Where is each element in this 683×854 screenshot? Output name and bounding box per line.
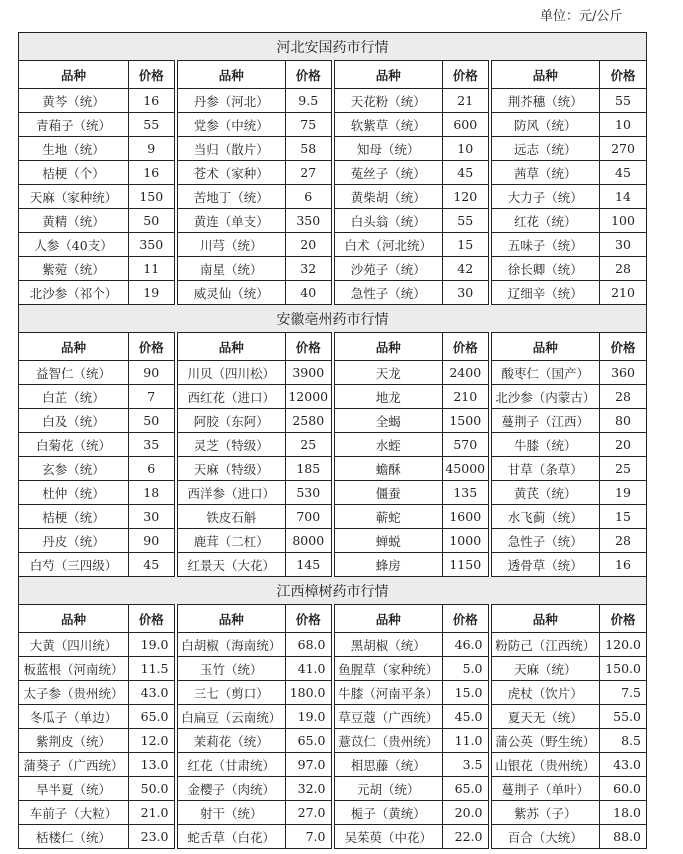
herb-price: 350: [129, 233, 176, 257]
herb-price: 145: [286, 553, 333, 577]
herb-name: 蝉蜕: [333, 529, 443, 553]
table-row: [19, 209, 647, 233]
herb-name: 冬瓜子（单边）: [19, 705, 129, 729]
herb-price: 7: [129, 385, 176, 409]
herb-name: 地龙: [333, 385, 443, 409]
header-price: 价格: [600, 333, 647, 361]
header-row: [19, 333, 647, 361]
table-row: [19, 113, 647, 137]
table-row: [19, 457, 647, 481]
header-name: 品种: [19, 333, 129, 361]
herb-price: 50.0: [129, 777, 176, 801]
herb-price: 6: [129, 457, 176, 481]
herb-price: 11.0: [443, 729, 490, 753]
herb-price: 35: [129, 433, 176, 457]
herb-price: 12000: [286, 385, 333, 409]
table-row: [19, 137, 647, 161]
herb-name: 车前子（大粒）: [19, 801, 129, 825]
herb-name: 党参（中统）: [176, 113, 286, 137]
herb-name: 吴茱萸（中花）: [333, 825, 443, 849]
herb-name: 黄连（单支）: [176, 209, 286, 233]
herb-name: 知母（统）: [333, 137, 443, 161]
herb-price: 570: [443, 433, 490, 457]
header-name: 品种: [176, 61, 286, 89]
herb-price: 25: [286, 433, 333, 457]
herb-name: 青葙子（统）: [19, 113, 129, 137]
herb-name: 天麻（统）: [490, 657, 600, 681]
herb-name: 桔梗（统）: [19, 505, 129, 529]
herb-price: 8.5: [600, 729, 647, 753]
herb-price: 27.0: [286, 801, 333, 825]
herb-price: 16: [129, 89, 176, 113]
herb-price: 65.0: [286, 729, 333, 753]
herb-name: 防风（统）: [490, 113, 600, 137]
herb-name: 远志（统）: [490, 137, 600, 161]
herb-price: 180.0: [286, 681, 333, 705]
herb-price: 65.0: [129, 705, 176, 729]
herb-price: 20: [286, 233, 333, 257]
table-row: [19, 705, 647, 729]
herb-name: 太子参（贵州统）: [19, 681, 129, 705]
herb-price: 42: [443, 257, 490, 281]
herb-name: 紫苏（子）: [490, 801, 600, 825]
herb-name: 苍术（家种）: [176, 161, 286, 185]
herb-name: 红花（甘肃统）: [176, 753, 286, 777]
herb-price: 20: [600, 433, 647, 457]
herb-price: 185: [286, 457, 333, 481]
herb-name: 黄芪（统）: [490, 481, 600, 505]
header-row: [19, 605, 647, 633]
table-row: [19, 777, 647, 801]
herb-price: 28: [600, 385, 647, 409]
herb-name: 大力子（统）: [490, 185, 600, 209]
herb-name: 急性子（统）: [333, 281, 443, 305]
herb-name: 蔓荆子（江西）: [490, 409, 600, 433]
header-name: 品种: [19, 61, 129, 89]
herb-price: 1000: [443, 529, 490, 553]
table-row: [19, 657, 647, 681]
herb-price: 45: [443, 161, 490, 185]
herb-name: 金樱子（肉统）: [176, 777, 286, 801]
herb-name: 人参（40支）: [19, 233, 129, 257]
table-row: [19, 553, 647, 577]
herb-name: 威灵仙（统）: [176, 281, 286, 305]
table-row: [19, 409, 647, 433]
section-title-row: [19, 577, 647, 605]
herb-price: 10: [443, 137, 490, 161]
header-price: 价格: [600, 605, 647, 633]
herb-price: 28: [600, 529, 647, 553]
herb-price: 30: [600, 233, 647, 257]
herb-price: 150.0: [600, 657, 647, 681]
herb-price: 1500: [443, 409, 490, 433]
herb-name: 辽细辛（统）: [490, 281, 600, 305]
herb-name: 紫荆皮（统）: [19, 729, 129, 753]
table-row: [19, 801, 647, 825]
header-name: 品种: [176, 605, 286, 633]
herb-price: 45: [129, 553, 176, 577]
herb-name: 栝楼仁（统）: [19, 825, 129, 849]
herb-name: 软紫草（统）: [333, 113, 443, 137]
herb-price: 28: [600, 257, 647, 281]
herb-name: 北沙参（内蒙古）: [490, 385, 600, 409]
herb-price: 700: [286, 505, 333, 529]
herb-name: 灵芝（特级）: [176, 433, 286, 457]
table-row: [19, 681, 647, 705]
herb-price: 75: [286, 113, 333, 137]
herb-name: 红景天（大花）: [176, 553, 286, 577]
herb-price: 270: [600, 137, 647, 161]
herb-price: 43.0: [600, 753, 647, 777]
herb-price: 58: [286, 137, 333, 161]
herb-price: 80: [600, 409, 647, 433]
section-title-row: [19, 305, 647, 333]
herb-name: 黄精（统）: [19, 209, 129, 233]
herb-price: 11: [129, 257, 176, 281]
herb-price: 210: [443, 385, 490, 409]
herb-name: 丹皮（统）: [19, 529, 129, 553]
herb-name: 全蝎: [333, 409, 443, 433]
herb-price: 18: [129, 481, 176, 505]
herb-name: 川芎（统）: [176, 233, 286, 257]
herb-price: 41.0: [286, 657, 333, 681]
herb-name: 白芍（三四级）: [19, 553, 129, 577]
herb-price: 9.5: [286, 89, 333, 113]
table-row: [19, 505, 647, 529]
table-row: [19, 385, 647, 409]
herb-price: 8000: [286, 529, 333, 553]
herb-name: 天龙: [333, 361, 443, 385]
herb-price: 55: [443, 209, 490, 233]
herb-price: 90: [129, 361, 176, 385]
herb-name: 铁皮石斛: [176, 505, 286, 529]
header-price: 价格: [286, 61, 333, 89]
header-price: 价格: [443, 605, 490, 633]
herb-name: 益智仁（统）: [19, 361, 129, 385]
herb-price: 530: [286, 481, 333, 505]
herb-name: 薏苡仁（贵州统）: [333, 729, 443, 753]
herb-price: 30: [129, 505, 176, 529]
herb-price: 350: [286, 209, 333, 233]
herb-price: 7.0: [286, 825, 333, 849]
herb-name: 杜仲（统）: [19, 481, 129, 505]
herb-name: 白扁豆（云南统）: [176, 705, 286, 729]
herb-price: 43.0: [129, 681, 176, 705]
herb-price: 65.0: [443, 777, 490, 801]
herb-price: 150: [129, 185, 176, 209]
herb-price: 3900: [286, 361, 333, 385]
table-row: [19, 753, 647, 777]
herb-name: 玄参（统）: [19, 457, 129, 481]
herb-price: 25: [600, 457, 647, 481]
herb-name: 西红花（进口）: [176, 385, 286, 409]
herb-name: 栀子（黄统）: [333, 801, 443, 825]
header-price: 价格: [286, 333, 333, 361]
header-row: [19, 61, 647, 89]
header-name: 品种: [490, 605, 600, 633]
herb-price: 21: [443, 89, 490, 113]
table-row: [19, 89, 647, 113]
herb-price: 97.0: [286, 753, 333, 777]
herb-name: 南星（统）: [176, 257, 286, 281]
herb-price: 120: [443, 185, 490, 209]
herb-price: 50: [129, 409, 176, 433]
table-row: [19, 281, 647, 305]
herb-name: 阿胶（东阿）: [176, 409, 286, 433]
herb-name: 水飞蓟（统）: [490, 505, 600, 529]
herb-name: 元胡（统）: [333, 777, 443, 801]
herb-name: 鹿茸（二杠）: [176, 529, 286, 553]
herb-price: 27: [286, 161, 333, 185]
herb-price: 6: [286, 185, 333, 209]
herb-price: 3.5: [443, 753, 490, 777]
herb-name: 荆芥穗（统）: [490, 89, 600, 113]
herb-price: 45000: [443, 457, 490, 481]
herb-name: 沙苑子（统）: [333, 257, 443, 281]
header-price: 价格: [129, 333, 176, 361]
herb-price: 21.0: [129, 801, 176, 825]
herb-price: 90: [129, 529, 176, 553]
herb-price: 23.0: [129, 825, 176, 849]
herb-name: 僵蚕: [333, 481, 443, 505]
herb-price: 32: [286, 257, 333, 281]
herb-name: 当归（散片）: [176, 137, 286, 161]
herb-name: 白术（河北统）: [333, 233, 443, 257]
herb-price: 19: [600, 481, 647, 505]
herb-name: 蒲葵子（广西统）: [19, 753, 129, 777]
herb-name: 蒲公英（野生统）: [490, 729, 600, 753]
herb-name: 天麻（家种统）: [19, 185, 129, 209]
herb-name: 牛膝（河南平条）: [333, 681, 443, 705]
herb-price: 45: [600, 161, 647, 185]
table-row: [19, 185, 647, 209]
herb-name: 紫菀（统）: [19, 257, 129, 281]
herb-price: 30: [443, 281, 490, 305]
header-price: 价格: [129, 605, 176, 633]
herb-name: 红花（统）: [490, 209, 600, 233]
header-name: 品种: [333, 61, 443, 89]
herb-price: 55.0: [600, 705, 647, 729]
herb-name: 天花粉（统）: [333, 89, 443, 113]
header-name: 品种: [19, 605, 129, 633]
herb-name: 黑胡椒（统）: [333, 633, 443, 657]
herb-name: 射干（统）: [176, 801, 286, 825]
header-price: 价格: [443, 333, 490, 361]
herb-name: 旱半夏（统）: [19, 777, 129, 801]
herb-price: 2580: [286, 409, 333, 433]
herb-name: 大黄（四川统）: [19, 633, 129, 657]
herb-price: 7.5: [600, 681, 647, 705]
herb-price: 100: [600, 209, 647, 233]
header-name: 品种: [333, 333, 443, 361]
market-price-table: [18, 32, 647, 849]
herb-name: 百合（大统）: [490, 825, 600, 849]
herb-name: 西洋参（进口）: [176, 481, 286, 505]
herb-price: 46.0: [443, 633, 490, 657]
herb-price: 14: [600, 185, 647, 209]
herb-price: 2400: [443, 361, 490, 385]
herb-name: 蔓荆子（单叶）: [490, 777, 600, 801]
herb-name: 白胡椒（海南统）: [176, 633, 286, 657]
herb-name: 山银花（贵州统）: [490, 753, 600, 777]
herb-price: 210: [600, 281, 647, 305]
herb-name: 蛇舌草（白花）: [176, 825, 286, 849]
herb-name: 鱼腥草（家种统）: [333, 657, 443, 681]
herb-name: 生地（统）: [19, 137, 129, 161]
herb-name: 蟾酥: [333, 457, 443, 481]
herb-price: 120.0: [600, 633, 647, 657]
herb-price: 9: [129, 137, 176, 161]
herb-price: 19.0: [129, 633, 176, 657]
herb-name: 黄芩（统）: [19, 89, 129, 113]
herb-price: 68.0: [286, 633, 333, 657]
herb-price: 360: [600, 361, 647, 385]
header-name: 品种: [333, 605, 443, 633]
section-title-row: [19, 33, 647, 61]
herb-price: 10: [600, 113, 647, 137]
herb-name: 甘草（条草）: [490, 457, 600, 481]
header-name: 品种: [490, 61, 600, 89]
table-row: [19, 257, 647, 281]
section-title: 安徽亳州药市行情: [19, 305, 647, 333]
herb-price: 11.5: [129, 657, 176, 681]
herb-name: 白芷（统）: [19, 385, 129, 409]
header-price: 价格: [600, 61, 647, 89]
herb-name: 水蛭: [333, 433, 443, 457]
header-price: 价格: [443, 61, 490, 89]
herb-name: 菟丝子（统）: [333, 161, 443, 185]
herb-price: 600: [443, 113, 490, 137]
herb-price: 50: [129, 209, 176, 233]
herb-name: 三七（剪口）: [176, 681, 286, 705]
herb-price: 18.0: [600, 801, 647, 825]
table-row: [19, 633, 647, 657]
herb-name: 丹参（河北）: [176, 89, 286, 113]
header-price: 价格: [286, 605, 333, 633]
herb-price: 19.0: [286, 705, 333, 729]
herb-price: 16: [129, 161, 176, 185]
herb-name: 蕲蛇: [333, 505, 443, 529]
herb-name: 北沙参（祁个）: [19, 281, 129, 305]
herb-price: 12.0: [129, 729, 176, 753]
section-title: 河北安国药市行情: [19, 33, 647, 61]
section-title: 江西樟树药市行情: [19, 577, 647, 605]
herb-name: 虎杖（饮片）: [490, 681, 600, 705]
table-row: [19, 825, 647, 849]
herb-name: 徐长卿（统）: [490, 257, 600, 281]
herb-price: 15: [600, 505, 647, 529]
herb-price: 88.0: [600, 825, 647, 849]
herb-price: 45.0: [443, 705, 490, 729]
herb-price: 5.0: [443, 657, 490, 681]
herb-name: 五味子（统）: [490, 233, 600, 257]
herb-name: 草豆蔻（广西统）: [333, 705, 443, 729]
table-row: [19, 233, 647, 257]
herb-name: 粉防己（江西统）: [490, 633, 600, 657]
herb-price: 15.0: [443, 681, 490, 705]
table-row: [19, 481, 647, 505]
herb-price: 55: [129, 113, 176, 137]
table-row: [19, 729, 647, 753]
herb-name: 酸枣仁（国产）: [490, 361, 600, 385]
table-row: [19, 161, 647, 185]
table-row: [19, 433, 647, 457]
herb-price: 22.0: [443, 825, 490, 849]
header-name: 品种: [490, 333, 600, 361]
herb-price: 60.0: [600, 777, 647, 801]
herb-name: 川贝（四川松）: [176, 361, 286, 385]
herb-name: 茜草（统）: [490, 161, 600, 185]
herb-name: 相思藤（统）: [333, 753, 443, 777]
herb-name: 白头翁（统）: [333, 209, 443, 233]
herb-name: 白菊花（统）: [19, 433, 129, 457]
herb-price: 55: [600, 89, 647, 113]
herb-price: 13.0: [129, 753, 176, 777]
herb-name: 苦地丁（统）: [176, 185, 286, 209]
herb-price: 1600: [443, 505, 490, 529]
herb-name: 茉莉花（统）: [176, 729, 286, 753]
herb-price: 32.0: [286, 777, 333, 801]
herb-name: 天麻（特级）: [176, 457, 286, 481]
header-price: 价格: [129, 61, 176, 89]
herb-name: 玉竹（统）: [176, 657, 286, 681]
herb-name: 透骨草（统）: [490, 553, 600, 577]
herb-price: 20.0: [443, 801, 490, 825]
herb-name: 蜂房: [333, 553, 443, 577]
herb-name: 白及（统）: [19, 409, 129, 433]
herb-price: 1150: [443, 553, 490, 577]
herb-price: 135: [443, 481, 490, 505]
header-name: 品种: [176, 333, 286, 361]
herb-name: 黄柴胡（统）: [333, 185, 443, 209]
herb-name: 牛膝（统）: [490, 433, 600, 457]
table-row: [19, 361, 647, 385]
herb-price: 15: [443, 233, 490, 257]
herb-name: 急性子（统）: [490, 529, 600, 553]
herb-name: 夏天无（统）: [490, 705, 600, 729]
table-row: [19, 529, 647, 553]
herb-price: 16: [600, 553, 647, 577]
herb-name: 桔梗（个）: [19, 161, 129, 185]
herb-price: 19: [129, 281, 176, 305]
unit-label: 单位：元/公斤: [540, 9, 623, 24]
herb-price: 40: [286, 281, 333, 305]
herb-name: 板蓝根（河南统）: [19, 657, 129, 681]
